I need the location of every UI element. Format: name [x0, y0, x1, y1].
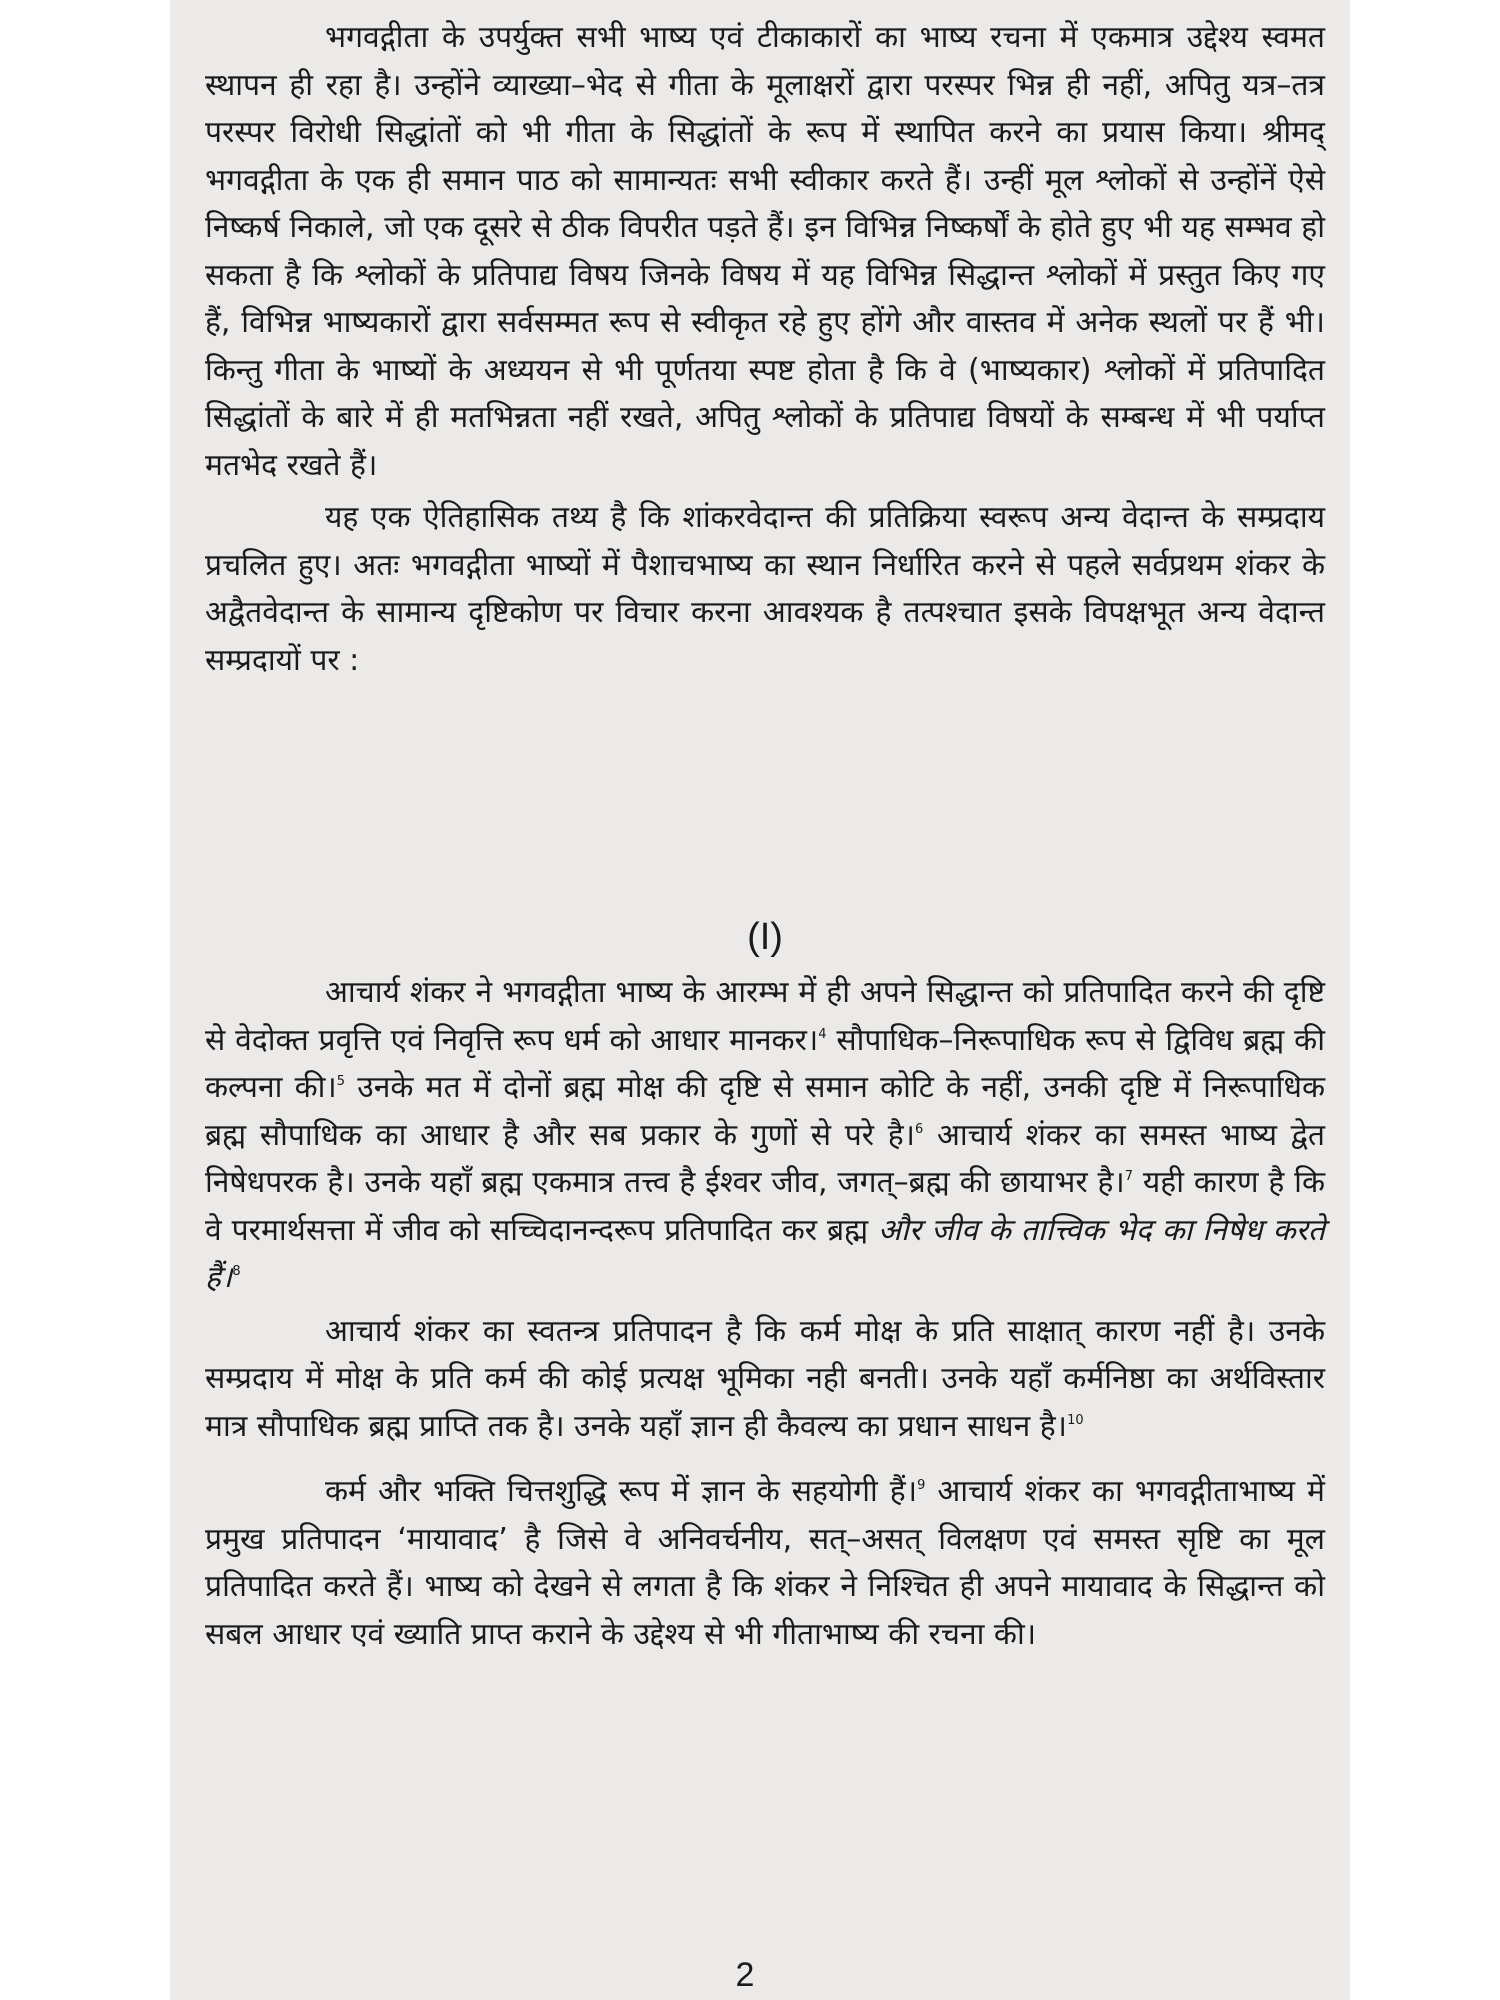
footnote-ref-8: 8	[232, 1264, 241, 1279]
footnote-ref-7: 7	[1124, 1169, 1134, 1184]
section-body	[205, 969, 1325, 1658]
paragraph-3-text-3: उनके मत में दोनों ब्रह्म मोक्ष की दृष्टि से समान कोटि के नहीं, उनकी दृष्टि में निरूपाधिक ब्रह्म सौपाधिक का आधार है और सब प्रकार के गुणों से परे है।	[205, 1070, 1325, 1153]
paragraph-1: भगवद्गीता के उपर्युक्त सभी भाष्य एवं टीकाकारों का भाष्य रचना में एकमात्र उद्देश्य स्वमत स्थापन ही रहा है। उन्होंने व्याख्या–भेद से गीता के मूलाक्षरों द्वारा परस्पर भिन्न ही नहीं, अपितु यत्र–तत्र परस्पर विरोधी सिद्धांतों को भी गीता के सिद्धांतों के रूप में स्थापित करने का प्रयास किया। श्रीमद् भगवद्गीता के एक ही समान पाठ को सामान्यतः सभी स्वीकार करते हैं। उन्हीं मूल श्लोकों से उन्होंनें ऐसे निष्कर्ष निकाले, जो एक दूसरे से ठीक विपरीत पड़ते हैं। इन विभिन्न निष्कर्षों के होते हुए भी यह सम्भव हो सकता है कि श्लोकों के प्रतिपाद्य विषय जिनके विषय में यह विभिन्न सिद्धान्त श्लोकों में प्रस्तुत किए गए हैं, विभिन्न भाष्यकारों द्वारा सर्वसम्मत रूप से स्वीकृत रहे हुए होंगे और वास्तव में अनेक स्थलों पर हैं भी। किन्तु गीता के भाष्यों के अध्ययन से भी पूर्णतया स्पष्ट होता है कि वे (भाष्यकार) श्लोकों में प्रतिपादित सिद्धांतों के बारे में ही मतभिन्नता नहीं रखते, अपितु श्लोकों के प्रतिपाद्य विषयों के सम्बन्ध में भी पर्याप्त मतभेद रखते हैं।	[205, 20, 1325, 483]
page-number: 2	[735, 1956, 755, 1994]
paragraph-3-text-2: सौपाधिक–निरूपाधिक रूप से द्विविध ब्रह्म की कल्पना की।	[205, 1022, 1325, 1105]
paragraph-3-text-5: यही कारण है कि वे परमार्थसत्ता में जीव को सच्चिदानन्दरूप प्रतिपादित कर ब्रह्म	[205, 1165, 1325, 1248]
document-body	[205, 14, 1326, 1652]
footnote-ref-10: 10	[1067, 1412, 1084, 1428]
section-heading: (I)	[747, 916, 783, 958]
paragraph-5-text-2: आचार्य शंकर का भगवद्गीताभाष्य में प्रमुख प्रतिपादन ‘मायावाद’ है जिसे वे अनिवर्चनीय, सत्–असत् विलक्षण एवं समस्त सृष्टि का मूल प्रतिपादित करते हैं। भाष्य को देखने से लगता है कि शंकर ने निश्चित ही अपने मायावाद के सिद्धान्त को सबल आधार एवं ख्याति प्राप्त कराने के उद्देश्य से भी गीताभाष्य की रचना की।	[205, 1474, 1325, 1652]
paragraph-3	[205, 969, 1325, 1302]
footnote-ref-9: 9	[917, 1478, 926, 1493]
paragraph-3-text-4: आचार्य शंकर का समस्त भाष्य द्वेत निषेधपरक है। उनके यहाँ ब्रह्म एकमात्र तत्त्व है ईश्वर जीव, जगत्–ब्रह्म की छायाभर है।	[205, 1117, 1325, 1200]
paragraph-2: यह एक ऐतिहासिक तथ्य है कि शांकरवेदान्त की प्रतिक्रिया स्वरूप अन्य वेदान्त के सम्प्रदाय प्रचलित हुए। अतः भगवद्गीता भाष्यों में पैशाचभाष्य का स्थान निर्धारित करने से पहले सर्वप्रथम शंकर के अद्वैतवेदान्त के सामान्य दृष्टिकोण पर विचार करना आवश्यक है तत्पश्चात इसके विपक्षभूत अन्य वेदान्त सम्प्रदायों पर :	[205, 500, 1325, 678]
paragraph-5-text-1: कर्म और भक्ति चित्तशुद्धि रूप में ज्ञान के सहयोगी हैं।	[325, 1474, 918, 1509]
paragraph-5	[205, 1468, 1325, 1658]
footnote-ref-4: 4	[818, 1026, 827, 1042]
footnote-ref-6: 6	[915, 1121, 924, 1137]
paragraph-3-text-6: और जीव के तात्त्विक भेद का निषेध करते हैं।	[205, 1212, 1326, 1295]
paragraph-4	[205, 1308, 1325, 1451]
paragraph-4-text: आचार्य शंकर का स्वतन्त्र प्रतिपादन है कि कर्म मोक्ष के प्रति साक्षात् कारण नहीं है। उनके सम्प्रदाय में मोक्ष के प्रति कर्म की कोई प्रत्यक्ष भूमिका नही बनती। उनके यहाँ कर्मनिष्ठा का अर्थविस्तार मात्र सौपाधिक ब्रह्म प्राप्ति तक है। उनके यहाँ ज्ञान ही कैवल्य का प्रधान साधन है।	[205, 1313, 1325, 1444]
footnote-ref-5: 5	[336, 1074, 346, 1089]
paragraph-3-text-1: आचार्य शंकर ने भगवद्गीता भाष्य के आरम्भ में ही अपने सिद्धान्त को प्रतिपादित करने की दृष्टि से वेदोक्त प्रवृत्ति एवं निवृत्ति रूप धर्म को आधार मानकर।	[205, 975, 1325, 1058]
